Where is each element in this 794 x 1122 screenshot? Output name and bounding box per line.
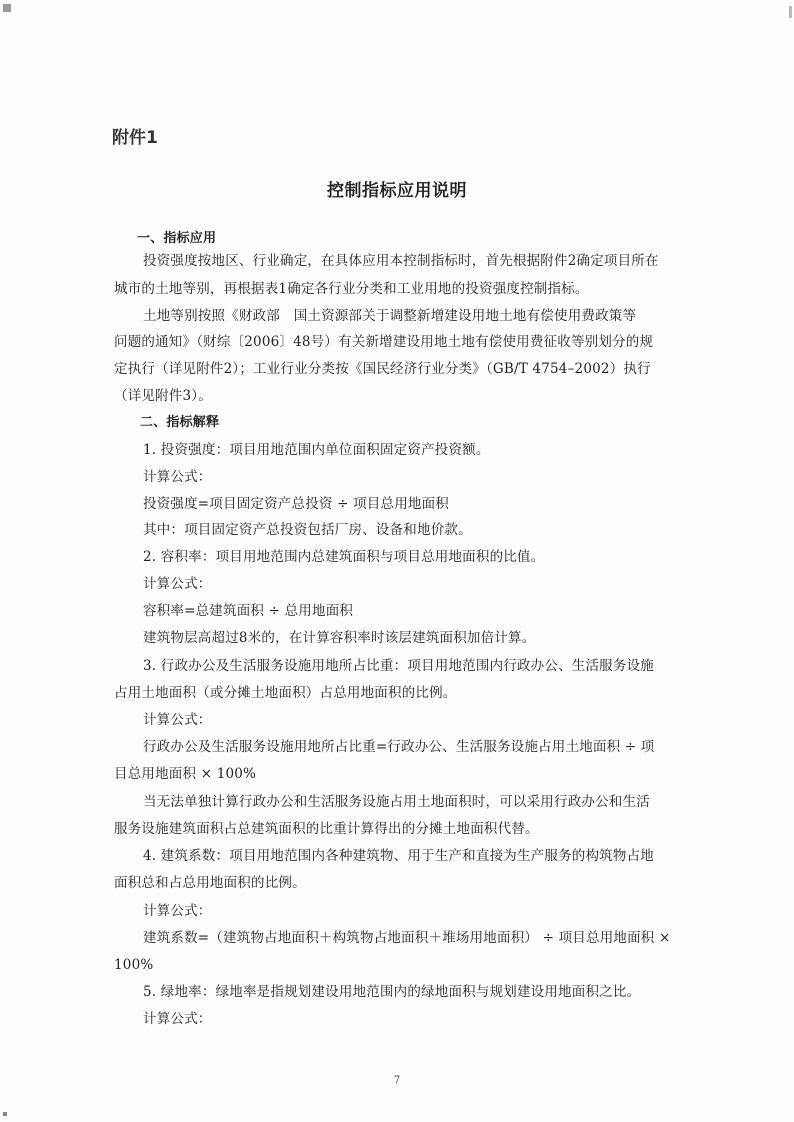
formula-line: 建筑系数=（建筑物占地面积＋构筑物占地面积＋堆场用地面积） ÷ 项目总用地面积 ×: [143, 930, 671, 946]
formula-line: 100%: [114, 957, 154, 973]
paragraph-line: 服务设施建筑面积占总建筑面积的比重计算得出的分摊土地面积代替。: [114, 821, 539, 837]
paragraph-line: 1. 投资强度：项目用地范围内单位面积固定资产投资额。: [143, 442, 490, 458]
paragraph-line: （详见附件3）。: [114, 388, 212, 404]
paragraph-line: 问题的通知》（财综〔2006〕48号）有关新增建设用地土地有偿使用费征收等别划分的规: [114, 334, 654, 350]
paragraph-line: 4. 建筑系数：项目用地范围内各种建筑物、用于生产和直接为生产服务的构筑物占地: [143, 848, 654, 864]
section-heading-1: 一、指标应用: [137, 231, 217, 246]
paragraph-line: 定执行（详见附件2）；工业行业分类按《国民经济行业分类》（GB/T 4754–2002）执行: [114, 361, 651, 377]
paragraph-line: 计算公式：: [143, 469, 212, 485]
paragraph-line: 建筑物层高超过8米的，在计算容积率时该层建筑面积加倍计算。: [143, 630, 536, 646]
attachment-label: 附件1: [112, 128, 158, 148]
page-number: 7: [393, 1075, 401, 1086]
paragraph-line: 5. 绿地率：绿地率是指规划建设用地范围内的绿地面积与规划建设用地面积之比。: [143, 984, 641, 1000]
formula-line: 行政办公及生活服务设施用地所占比重=行政办公、生活服务设施占用土地面积 ÷ 项: [143, 739, 655, 755]
formula-line: 目总用地面积 × 100%: [114, 766, 257, 782]
paragraph-line: 2. 容积率：项目用地范围内总建筑面积与项目总用地面积的比值。: [143, 549, 545, 565]
paragraph-line: 投资强度按地区、行业确定，在具体应用本控制指标时，首先根据附件2确定项目所在: [143, 253, 659, 269]
paragraph-line: 面积总和占总用地面积的比例。: [114, 875, 306, 891]
paragraph-line: 3. 行政办公及生活服务设施用地所占比重：项目用地范围内行政办公、生活服务设施: [143, 658, 654, 674]
paragraph-line: 土地等别按照《财政部 国土资源部关于调整新增建设用地土地有偿使用费政策等: [143, 308, 637, 324]
scan-artifact-mark: [789, 6, 792, 18]
paragraph-line: 占用土地面积（或分摊土地面积）占总用地面积的比例。: [114, 685, 457, 701]
formula-line: 容积率=总建筑面积 ÷ 总用地面积: [143, 603, 354, 619]
paragraph-line: 计算公式：: [143, 576, 212, 592]
scan-artifact-mark: [3, 1112, 7, 1116]
formula-line: 投资强度=项目固定资产总投资 ÷ 项目总用地面积: [143, 496, 450, 512]
paragraph-line: 其中：项目固定资产总投资包括厂房、设备和地价款。: [143, 522, 472, 538]
paragraph-line: 城市的土地等别，再根据表1确定各行业分类和工业用地的投资强度控制指标。: [114, 281, 589, 297]
page-title: 控制指标应用说明: [327, 181, 467, 201]
section-heading-2: 二、指标解释: [140, 415, 220, 430]
paragraph-line: 计算公式：: [143, 1011, 212, 1027]
paragraph-line: 计算公式：: [143, 903, 212, 919]
paragraph-line: 当无法单独计算行政办公和生活服务设施占用土地面积时，可以采用行政办公和生活: [143, 794, 650, 810]
scan-artifact-mark: [3, 4, 11, 12]
paragraph-line: 计算公式：: [143, 712, 212, 728]
